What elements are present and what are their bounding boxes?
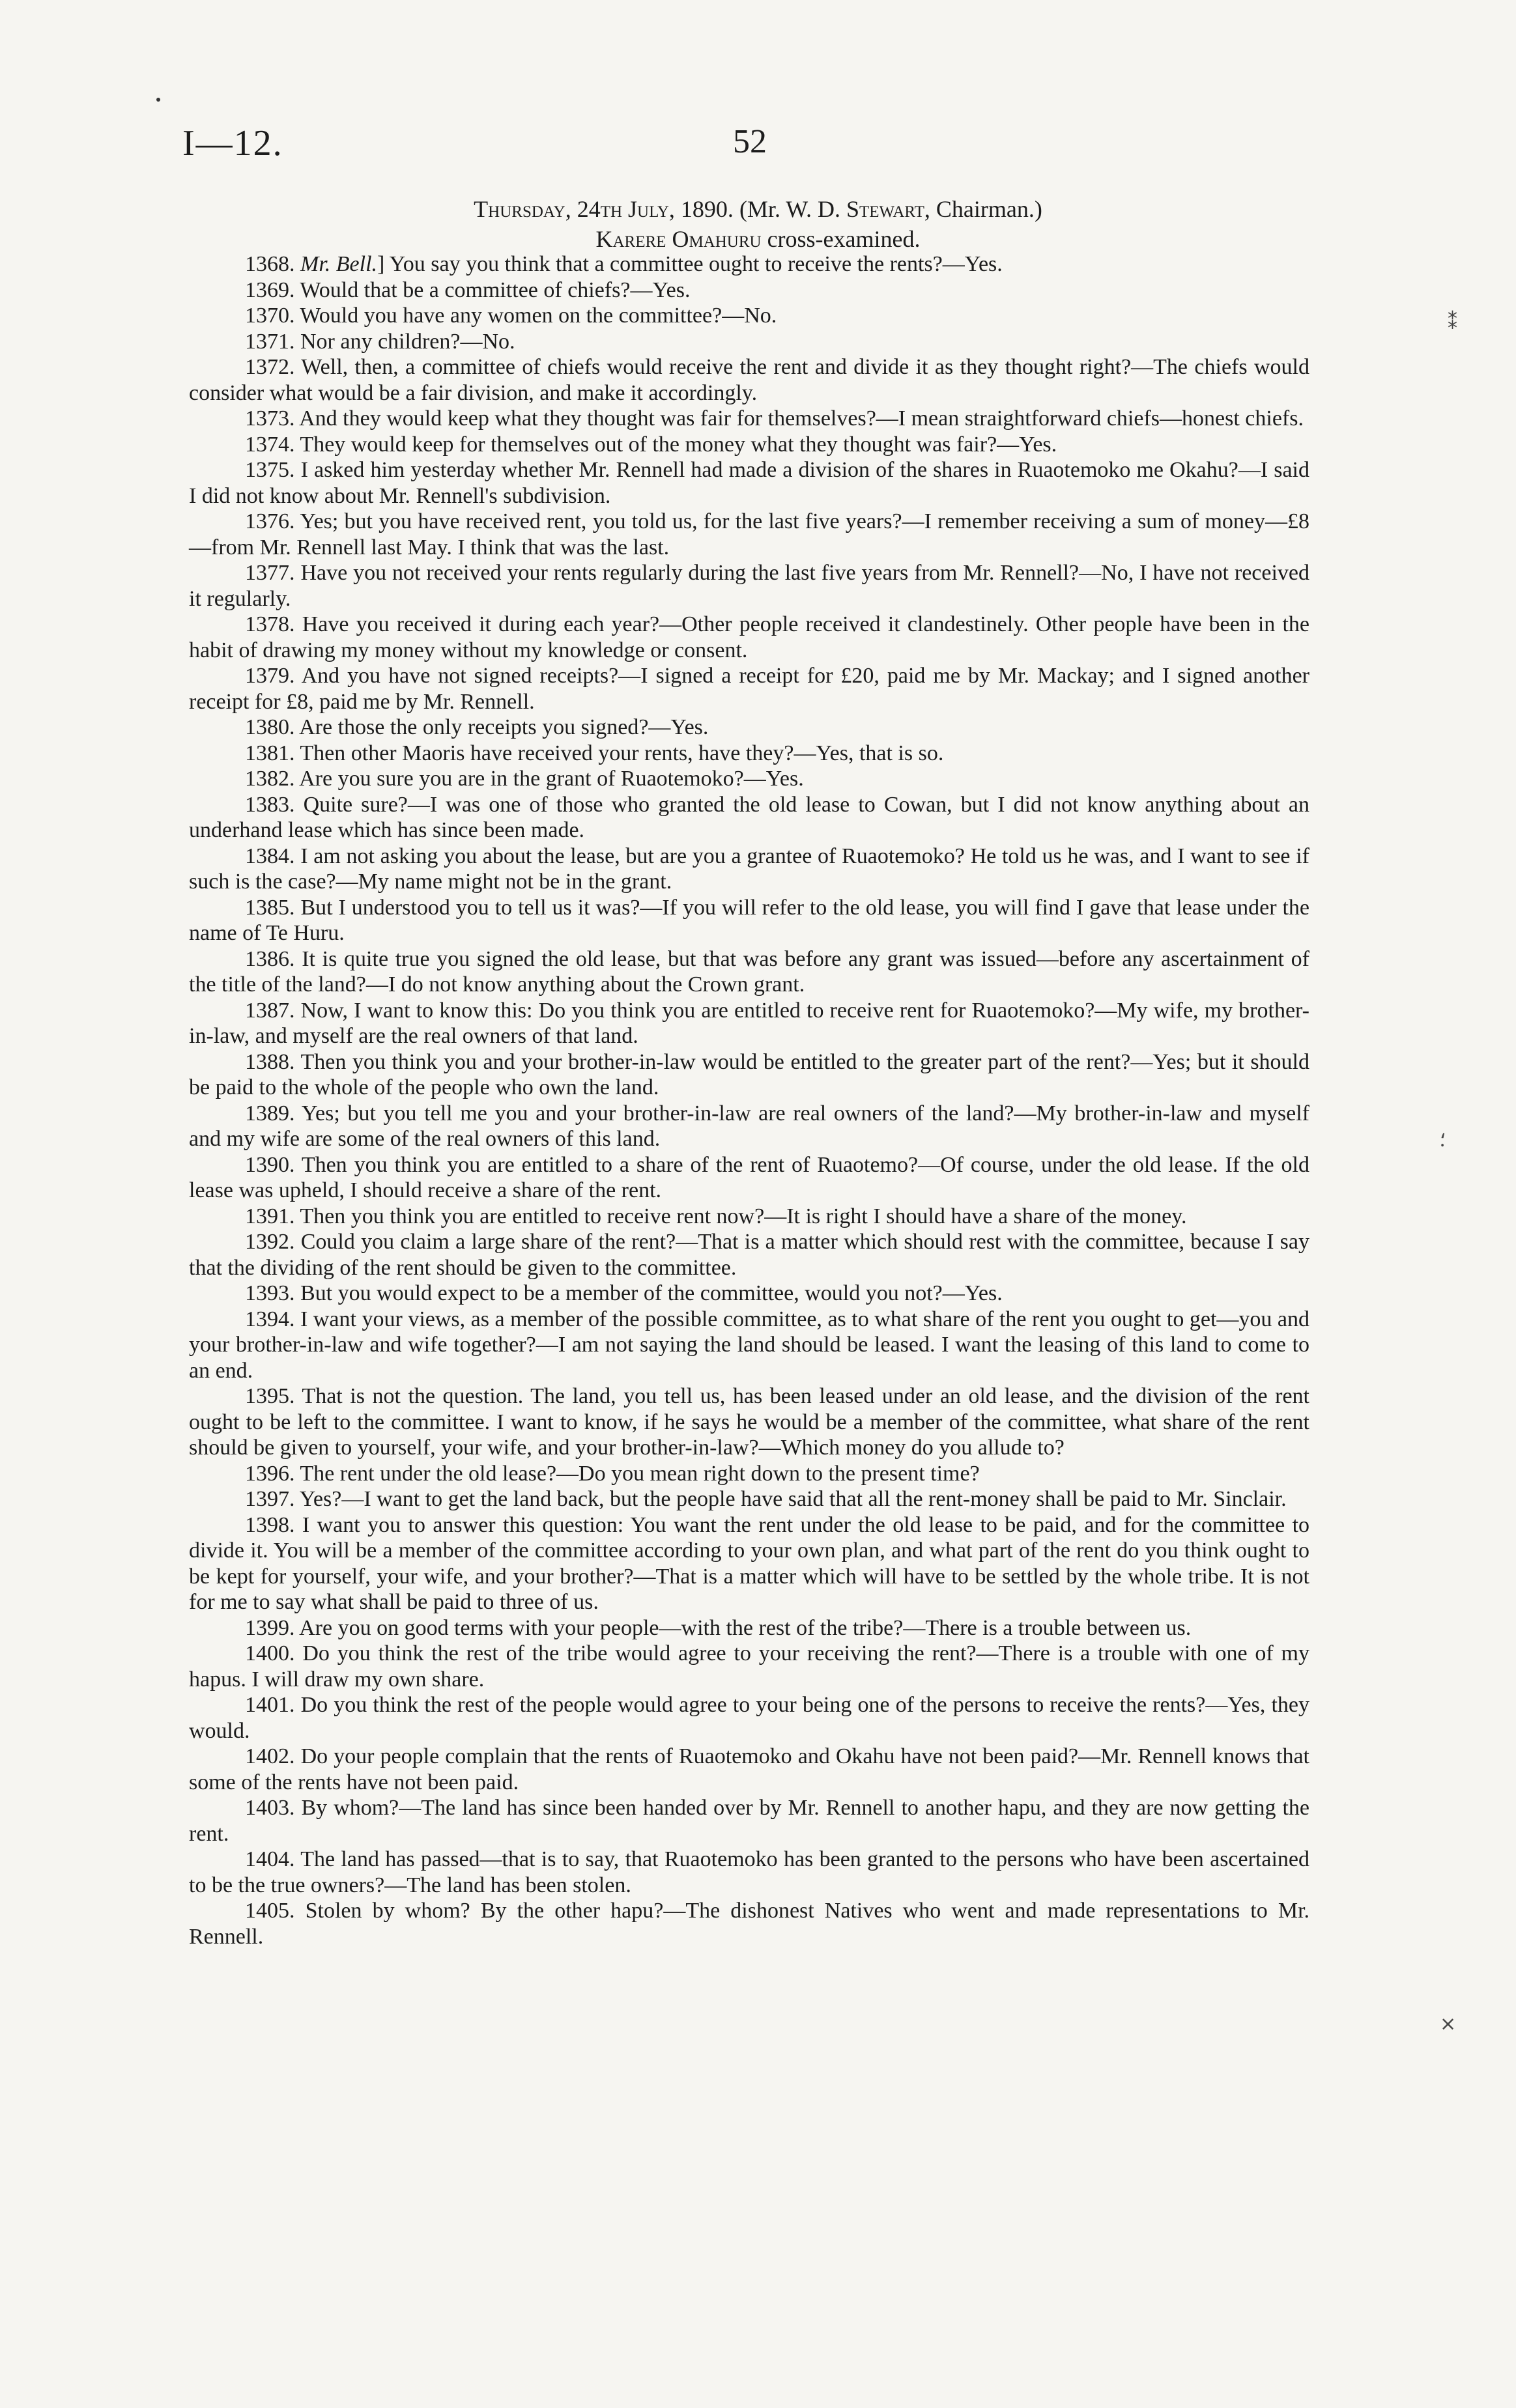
question-1386 xyxy=(189,946,1309,998)
question-text: Could you claim a large share of the rent?—That is a matter which should rest with the committee, because I say that the dividing of the rent should be given to the committee. xyxy=(189,1230,1309,1280)
question-text: Then you think you are entitled to receive rent now?—It is right I should have a share of the money. xyxy=(300,1204,1187,1228)
page-number: 52 xyxy=(733,123,767,160)
question-number: 1387. xyxy=(245,998,295,1023)
question-number: 1374. xyxy=(245,432,295,457)
question-number: 1399. xyxy=(245,1615,295,1640)
question-1388 xyxy=(189,1049,1309,1101)
sitting-chair-open: (Mr. W. D. xyxy=(733,196,846,222)
question-number: 1405. xyxy=(245,1899,295,1923)
question-text: Are you sure you are in the grant of Ruaotemoko?—Yes. xyxy=(299,767,804,791)
question-1376 xyxy=(189,509,1309,560)
question-text: Now, I want to know this: Do you think you are entitled to receive rent for Ruaotemoko?—My wife, my brother-in-law, and myself are the real owners of that land. xyxy=(189,998,1309,1048)
question-1382 xyxy=(189,766,1309,792)
sitting-day: Thursday xyxy=(474,196,565,222)
question-number: 1391. xyxy=(245,1204,295,1228)
question-number: 1400. xyxy=(245,1641,295,1665)
question-text: They would keep for themselves out of the money what they thought was fair?—Yes. xyxy=(300,432,1057,457)
question-text: But I understood you to tell us it was?—If you will refer to the old lease, you will find I gave that lease under the name of Te Huru. xyxy=(189,895,1309,945)
question-number: 1403. xyxy=(245,1796,295,1820)
question-text: Would you have any women on the committee?—No. xyxy=(300,304,777,328)
question-text: Do you think the rest of the people would agree to your being one of the persons to receive the rents?—Yes, they would. xyxy=(189,1693,1309,1743)
question-number: 1369. xyxy=(245,277,295,302)
question-1372 xyxy=(189,354,1309,406)
margin-mark: ⨯ xyxy=(1440,2013,1457,2035)
question-text: Are you on good terms with your people—with the rest of the tribe?—There is a trouble between us. xyxy=(299,1615,1192,1640)
question-1369 xyxy=(189,277,1309,304)
question-text: Stolen by whom? By the other hapu?—The dishonest Natives who went and made representations to Mr. Rennell. xyxy=(189,1899,1310,1949)
witness-status: cross-examined. xyxy=(761,226,921,252)
question-number: 1376. xyxy=(245,509,295,533)
question-text: Then other Maoris have received your rents, have they?—Yes, that is so. xyxy=(300,741,944,765)
question-number: 1382. xyxy=(245,767,295,791)
question-text: Are those the only receipts you signed?—Yes. xyxy=(299,715,709,739)
question-number: 1371. xyxy=(245,329,295,354)
question-1391 xyxy=(189,1204,1309,1230)
question-1398 xyxy=(189,1512,1309,1615)
sitting-date: , 24th July, 1890. xyxy=(565,196,734,222)
question-1405 xyxy=(189,1898,1309,1949)
stray-mark xyxy=(156,98,160,102)
question-1387 xyxy=(189,998,1309,1049)
question-number: 1370. xyxy=(245,304,295,328)
question-1396 xyxy=(189,1461,1309,1487)
question-1397 xyxy=(189,1486,1309,1512)
question-text: Well, then, a committee of chiefs would receive the rent and divide it as they thought right?—The chiefs would consider what would be a fair division, and make it accordingly. xyxy=(189,355,1309,405)
question-text: Nor any children?—No. xyxy=(300,329,515,354)
question-1385 xyxy=(189,895,1309,946)
question-number: 1389. xyxy=(245,1101,295,1126)
question-number: 1379. xyxy=(245,664,295,688)
question-1389 xyxy=(189,1101,1309,1152)
question-1404 xyxy=(189,1847,1309,1898)
question-1390 xyxy=(189,1152,1309,1204)
question-text: The land has passed—that is to say, that Ruaotemoko has been granted to the persons who have been ascertained to be the true owners?—The land has been stolen. xyxy=(189,1847,1310,1897)
question-1394 xyxy=(189,1307,1309,1384)
question-1371 xyxy=(189,329,1309,355)
question-text: By whom?—The land has since been handed over by Mr. Rennell to another hapu, and they are now getting the rent. xyxy=(189,1796,1309,1846)
sitting-heading xyxy=(0,195,1516,223)
question-1370 xyxy=(189,303,1309,329)
witness-name: Karere Omahuru xyxy=(595,226,762,252)
question-text: Quite sure?—I was one of those who granted the old lease to Cowan, but I did not know anything about an underhand lease which has since been made. xyxy=(189,792,1309,842)
question-number: 1393. xyxy=(245,1281,295,1305)
question-number: 1388. xyxy=(245,1049,295,1074)
question-1395 xyxy=(189,1383,1309,1461)
question-text: Yes?—I want to get the land back, but the people have said that all the rent-money shall be paid to Mr. Sinclair. xyxy=(299,1487,1287,1511)
question-text: I want your views, as a member of the possible committee, as to what share of the rent you ought to get—you and your brother-in-law and wife together?—I am not saying the land should be leased. I want the leasing of this land to come to an end. xyxy=(189,1307,1310,1383)
question-text: I am not asking you about the lease, but are you a grantee of Ruaotemoko? He told us he was, and I want to see if such is the case?—My name might not be in the grant. xyxy=(189,843,1309,894)
question-1368 xyxy=(189,251,1309,277)
question-number: 1381. xyxy=(245,741,295,765)
page-header xyxy=(182,122,1355,175)
question-text: Do you think the rest of the tribe would agree to your receiving the rent?—There is a trouble with one of my hapus. I will draw my own share. xyxy=(189,1641,1310,1692)
question-number: 1377. xyxy=(245,561,295,585)
question-text: I want you to answer this question: You want the rent under the old lease to be paid, and for the committee to divide it. You will be a member of the committee according to your own plan, and what part of the rent do you think ought to be kept for yourself, your wife, and your brother?—That is a matter which will have to be settled by the whole tribe. It is not for me to say what shall be paid to three of us. xyxy=(189,1512,1310,1614)
question-1380 xyxy=(189,715,1309,741)
question-number: 1383. xyxy=(245,792,295,817)
question-text: Do your people complain that the rents of Ruaotemoko and Okahu have not been paid?—Mr. Rennell knows that some of the rents have not been paid. xyxy=(189,1744,1309,1794)
question-1403 xyxy=(189,1795,1309,1847)
question-text: Would that be a committee of chiefs?—Yes. xyxy=(300,277,691,302)
question-number: 1373. xyxy=(245,406,295,431)
question-text: And you have not signed receipts?—I signed a receipt for £20, paid me by Mr. Mackay; and I signed another receipt for £8, paid me by Mr. Rennell. xyxy=(189,664,1309,714)
question-text: Yes; but you tell me you and your brother-in-law are real owners of the land?—My brother-in-law and myself and my wife are some of the real owners of this land. xyxy=(189,1101,1309,1151)
question-1400 xyxy=(189,1641,1309,1692)
evidence-body xyxy=(189,251,1309,1949)
question-number: 1380. xyxy=(245,715,295,739)
question-1377 xyxy=(189,560,1309,612)
question-1381 xyxy=(189,741,1309,767)
question-number: 1397. xyxy=(245,1487,295,1511)
question-number: 1375. xyxy=(245,458,295,482)
question-text: That is not the question. The land, you tell us, has been leased under an old lease, and the division of the rent ought to be left to the committee. I want to know, if he says he would be a member of the committee, what share of the rent should be given to yourself, your wife, and your brother-in-law?—Which money do you allude to? xyxy=(189,1384,1309,1460)
margin-mark: ⁑ xyxy=(1448,311,1457,334)
question-text: Then you think you and your brother-in-law would be entitled to the greater part of the rent?—Yes; but it should be paid to the whole of the people who own the land. xyxy=(189,1049,1309,1099)
question-number: 1404. xyxy=(245,1847,295,1871)
question-text: Yes; but you have received rent, you told us, for the last five years?—I remember receiving a sum of money—£8—from Mr. Rennell last May. I think that was the last. xyxy=(189,509,1309,560)
question-text: Have you received it during each year?—Other people received it clandestinely. Other people have been in the habit of drawing my money without my knowledge or consent. xyxy=(189,612,1310,662)
speaker-name: Mr. Bell. xyxy=(300,252,378,276)
question-text: I asked him yesterday whether Mr. Rennell had made a division of the shares in Ruaotemoko me Okahu?—I said I did not know about Mr. Rennell's subdivision. xyxy=(189,458,1309,508)
question-number: 1396. xyxy=(245,1461,295,1486)
question-text: ] You say you think that a committee ought to receive the rents?—Yes. xyxy=(377,252,1003,276)
sitting-chair-close: , Chairman.) xyxy=(924,196,1042,222)
question-text: And they would keep what they thought was fair for themselves?—I mean straightforward chiefs—honest chiefs. xyxy=(299,406,1304,431)
witness-heading xyxy=(0,225,1516,253)
question-text: Have you not received your rents regularly during the last five years from Mr. Rennell?—No, I have not received it regularly. xyxy=(189,561,1310,611)
question-1401 xyxy=(189,1692,1309,1744)
document-reference: I—12. xyxy=(182,123,283,163)
question-number: 1394. xyxy=(245,1307,295,1331)
question-number: 1386. xyxy=(245,946,295,971)
question-number: 1402. xyxy=(245,1744,295,1768)
question-1378 xyxy=(189,612,1309,663)
question-number: 1390. xyxy=(245,1152,295,1177)
question-number: 1378. xyxy=(245,612,295,636)
question-1399 xyxy=(189,1615,1309,1641)
question-1373 xyxy=(189,406,1309,432)
question-text: But you would expect to be a member of the committee, would you not?—Yes. xyxy=(300,1281,1003,1305)
margin-mark: ⸵ xyxy=(1440,1129,1446,1152)
question-text: It is quite true you signed the old lease, but that was before any grant was issued—before any ascertainment of the title of the land?—I do not know anything about the Crown grant. xyxy=(189,946,1309,997)
question-number: 1368. xyxy=(245,252,295,276)
question-1392 xyxy=(189,1229,1309,1281)
question-number: 1385. xyxy=(245,895,295,920)
question-number: 1384. xyxy=(245,843,295,868)
question-number: 1395. xyxy=(245,1384,295,1408)
sitting-chair-name: Stewart xyxy=(846,196,924,222)
question-1383 xyxy=(189,792,1309,843)
question-number: 1401. xyxy=(245,1693,295,1717)
question-text: The rent under the old lease?—Do you mean right down to the present time? xyxy=(300,1461,980,1486)
question-number: 1372. xyxy=(245,355,295,379)
question-1384 xyxy=(189,843,1309,895)
question-1379 xyxy=(189,663,1309,715)
question-number: 1392. xyxy=(245,1230,295,1254)
question-1393 xyxy=(189,1281,1309,1307)
question-1402 xyxy=(189,1744,1309,1795)
question-1374 xyxy=(189,432,1309,458)
question-1375 xyxy=(189,457,1309,509)
question-number: 1398. xyxy=(245,1512,295,1537)
question-text: Then you think you are entitled to a share of the rent of Ruaotemo?—Of course, under the old lease. If the old lease was upheld, I should receive a share of the rent. xyxy=(189,1152,1310,1202)
